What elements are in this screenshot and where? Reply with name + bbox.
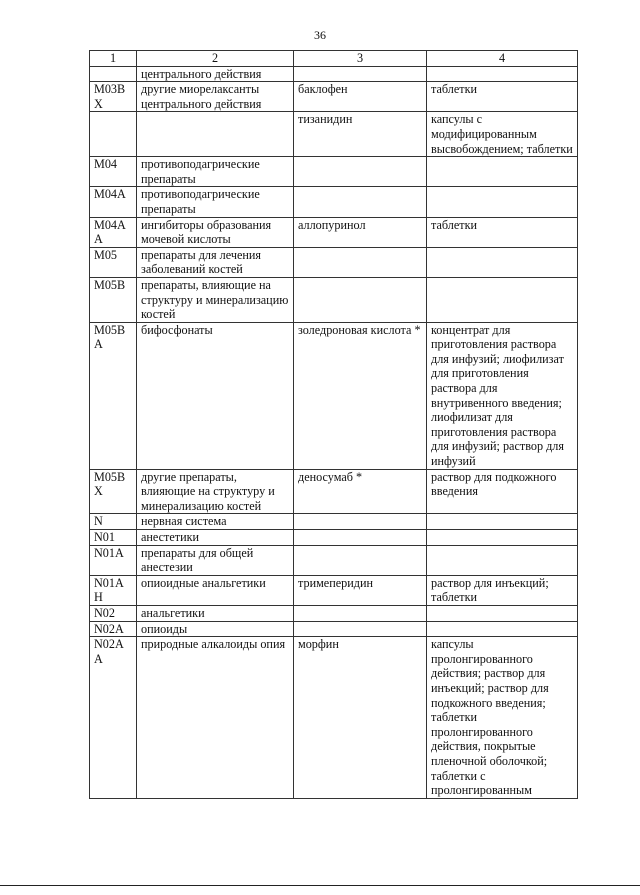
atc-code-cell: M04 <box>90 157 137 187</box>
table-row <box>90 112 578 157</box>
dosage-form-cell <box>427 605 578 621</box>
drug-name-cell: тизанидин <box>294 112 427 157</box>
table-row <box>90 469 578 514</box>
dosage-form-cell: капсулы с модифицированным высвобождением; таблетки <box>427 112 578 157</box>
table-row <box>90 187 578 217</box>
group-name-cell: опиоидные анальгетики <box>137 575 294 605</box>
drug-name-cell <box>294 605 427 621</box>
drug-name-cell <box>294 247 427 277</box>
page-number: 36 <box>314 28 326 42</box>
table-row <box>90 82 578 112</box>
group-name-cell: препараты, влияющие на структуру и минерализацию костей <box>137 277 294 322</box>
header-cell: 2 <box>137 51 294 67</box>
group-name-cell: ингибиторы образования мочевой кислоты <box>137 217 294 247</box>
group-name-cell: препараты для общей анестезии <box>137 545 294 575</box>
table-row <box>90 514 578 530</box>
drug-name-cell: деносумаб * <box>294 469 427 514</box>
atc-code-cell: N <box>90 514 137 530</box>
dosage-form-cell: раствор для подкожного введения <box>427 469 578 514</box>
atc-code-cell: M05BA <box>90 322 137 469</box>
dosage-form-cell: капсулы пролонгированного действия; раствор для инъекций; раствор для подкожного введения; таблетки пролонгированного действия, покрытые пленочной оболочкой; таблетки с пролонгированным <box>427 637 578 799</box>
table-row <box>90 217 578 247</box>
dosage-form-cell <box>427 530 578 546</box>
dosage-form-cell <box>427 621 578 637</box>
atc-code-cell: M04AA <box>90 217 137 247</box>
atc-code-cell: M05 <box>90 247 137 277</box>
dosage-form-cell <box>427 187 578 217</box>
page-bottom-rule <box>0 885 640 886</box>
group-name-cell: опиоиды <box>137 621 294 637</box>
group-name-cell: анестетики <box>137 530 294 546</box>
atc-code-cell: M04A <box>90 187 137 217</box>
drug-name-cell <box>294 157 427 187</box>
table-row <box>90 277 578 322</box>
drug-name-cell: баклофен <box>294 82 427 112</box>
group-name-cell: бифосфонаты <box>137 322 294 469</box>
table-row <box>90 621 578 637</box>
table-row <box>90 545 578 575</box>
header-cell: 1 <box>90 51 137 67</box>
dosage-form-cell: раствор для инъекций; таблетки <box>427 575 578 605</box>
group-name-cell: центрального действия <box>137 66 294 82</box>
atc-code-cell: N02A <box>90 621 137 637</box>
drug-name-cell <box>294 545 427 575</box>
group-name-cell: природные алкалоиды опия <box>137 637 294 799</box>
table-row <box>90 322 578 469</box>
dosage-form-cell <box>427 157 578 187</box>
atc-code-cell <box>90 66 137 82</box>
group-name-cell: анальгетики <box>137 605 294 621</box>
drug-name-cell: тримеперидин <box>294 575 427 605</box>
table-row <box>90 157 578 187</box>
table-row <box>90 575 578 605</box>
dosage-form-cell: концентрат для приготовления раствора для инфузий; лиофилизат для приготовления раствора для внутривенного введения; лиофилизат для приготовления раствора для инфузий; раствор для инфузий <box>427 322 578 469</box>
dosage-form-cell: таблетки <box>427 217 578 247</box>
drug-name-cell <box>294 66 427 82</box>
group-name-cell: препараты для лечения заболеваний костей <box>137 247 294 277</box>
group-name-cell <box>137 112 294 157</box>
atc-code-cell: M03BX <box>90 82 137 112</box>
dosage-form-cell <box>427 514 578 530</box>
dosage-form-cell: таблетки <box>427 82 578 112</box>
table-row <box>90 605 578 621</box>
drug-name-cell <box>294 277 427 322</box>
atc-code-cell: N02 <box>90 605 137 621</box>
table-row <box>90 66 578 82</box>
atc-code-cell: N01A <box>90 545 137 575</box>
medication-table <box>89 50 578 799</box>
drug-name-cell: золедроновая кислота * <box>294 322 427 469</box>
drug-name-cell: аллопуринол <box>294 217 427 247</box>
table-row <box>90 637 578 799</box>
atc-code-cell: N01AH <box>90 575 137 605</box>
atc-code-cell <box>90 112 137 157</box>
group-name-cell: другие препараты, влияющие на структуру и минерализацию костей <box>137 469 294 514</box>
drug-name-cell <box>294 530 427 546</box>
header-cell: 3 <box>294 51 427 67</box>
group-name-cell: противоподагрические препараты <box>137 157 294 187</box>
dosage-form-cell <box>427 247 578 277</box>
atc-code-cell: M05BX <box>90 469 137 514</box>
atc-code-cell: N01 <box>90 530 137 546</box>
group-name-cell: противоподагрические препараты <box>137 187 294 217</box>
dosage-form-cell <box>427 545 578 575</box>
table-row <box>90 530 578 546</box>
drug-name-cell <box>294 187 427 217</box>
header-cell: 4 <box>427 51 578 67</box>
drug-name-cell: морфин <box>294 637 427 799</box>
atc-code-cell: N02AA <box>90 637 137 799</box>
atc-code-cell: M05B <box>90 277 137 322</box>
group-name-cell: другие миорелаксанты центрального действия <box>137 82 294 112</box>
dosage-form-cell <box>427 66 578 82</box>
table-header-row <box>90 51 578 67</box>
group-name-cell: нервная система <box>137 514 294 530</box>
table-row <box>90 247 578 277</box>
dosage-form-cell <box>427 277 578 322</box>
drug-name-cell <box>294 621 427 637</box>
drug-name-cell <box>294 514 427 530</box>
